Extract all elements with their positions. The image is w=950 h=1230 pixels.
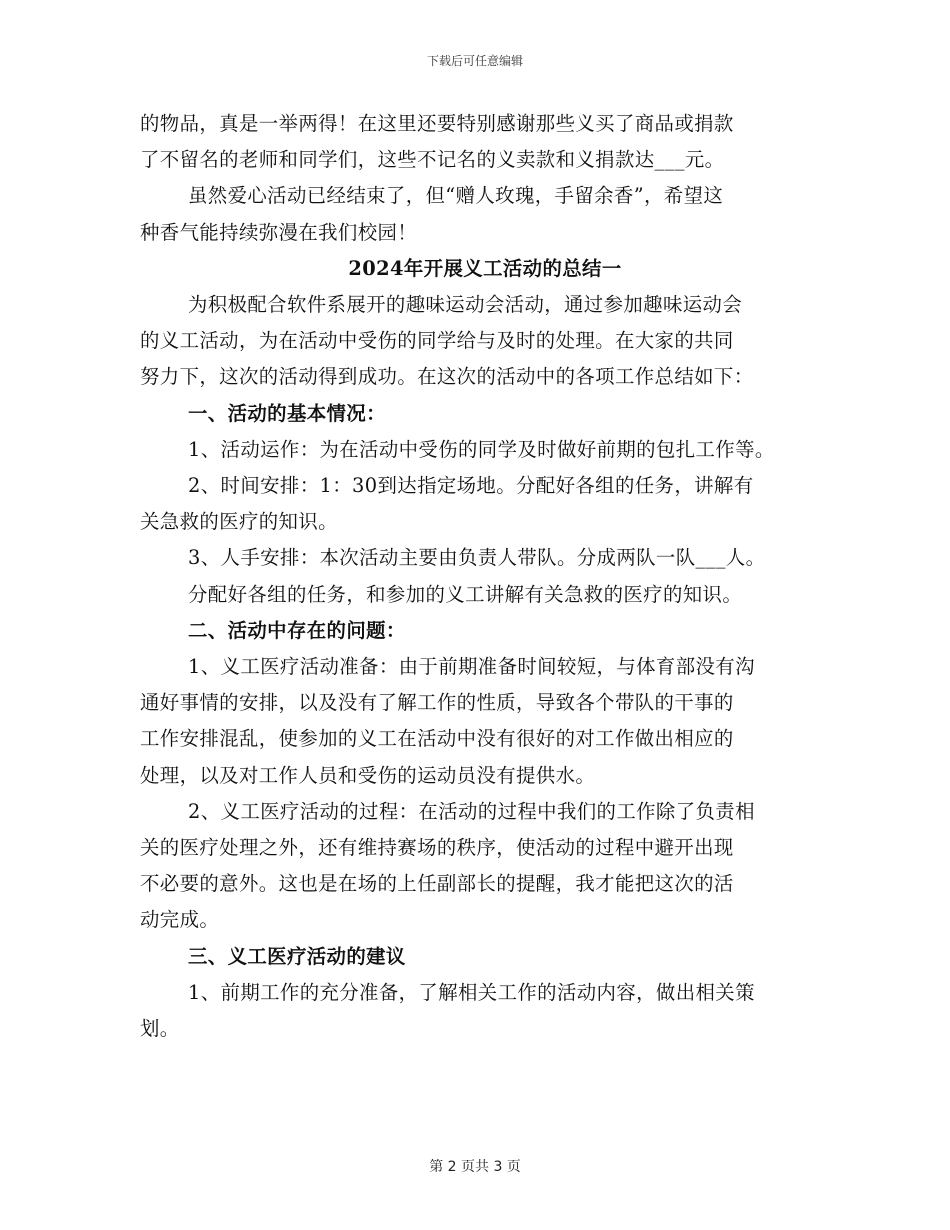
- section-heading: 一、活动的基本情况：: [188, 401, 386, 425]
- body-line: 2、时间安排：1：30到达指定场地。分配好各组的任务，讲解有: [188, 474, 754, 498]
- page-header: 下载后可任意编辑: [426, 54, 523, 68]
- body-line: 3、人手安排：本次活动主要由负责人带队。分成两队一队___人。: [188, 546, 766, 570]
- page-footer: 第 2 页共 3 页: [429, 1159, 521, 1175]
- body-line: 的物品，真是一举两得！在这里还要特别感谢那些义买了商品或捐款: [140, 112, 734, 135]
- body-line: 努力下，这次的活动得到成功。在这次的活动中的各项工作总结如下：: [140, 365, 754, 389]
- body-line: 2、义工医疗活动的过程：在活动的过程中我们的工作除了负责相: [188, 799, 755, 823]
- body-line: 划。: [140, 1017, 180, 1041]
- section-heading: 二、活动中存在的问题：: [188, 618, 406, 642]
- body-line: 1、义工医疗活动准备：由于前期准备时间较短，与体育部没有沟: [188, 655, 755, 679]
- body-line: 关的医疗处理之外，还有维持赛场的秩序，使活动的过程中避开出现: [140, 836, 734, 860]
- body-line: 种香气能持续弥漫在我们校园！: [140, 220, 418, 244]
- body-line: 分配好各组的任务，和参加的义工讲解有关急救的医疗的知识。: [188, 582, 743, 606]
- body-line: 关急救的医疗的知识。: [140, 510, 338, 534]
- body-line: 了不留名的老师和同学们，这些不记名的义卖款和义捐款达___元。: [140, 148, 725, 172]
- body-line: 1、前期工作的充分准备，了解相关工作的活动内容，做出相关策: [188, 980, 755, 1004]
- body-line: 虽然爱心活动已经结束了，但“赠人玫瑰，手留余香”，希望这: [188, 184, 724, 208]
- body-line: 1、活动运作：为在活动中受伤的同学及时做好前期的包扎工作等。: [188, 437, 775, 461]
- body-line: 不必要的意外。这也是在场的上任副部长的提醒，我才能把这次的活: [140, 872, 734, 896]
- section-title: 2024年开展义工活动的总结一: [348, 256, 622, 280]
- body-line: 处理，以及对工作人员和受伤的运动员没有提供水。: [140, 763, 596, 787]
- body-line: 的义工活动，为在活动中受伤的同学给与及时的处理。在大家的共同: [140, 329, 734, 353]
- body-line: 动完成。: [140, 908, 220, 932]
- body-line: 工作安排混乱，使参加的义工在活动中没有很好的对工作做出相应的: [140, 727, 734, 751]
- document-body: [140, 106, 830, 1047]
- body-line: 为积极配合软件系展开的趣味运动会活动，通过参加趣味运动会: [188, 293, 743, 317]
- body-line: 通好事情的安排，以及没有了解工作的性质，导致各个带队的干事的: [140, 691, 734, 715]
- section-heading: 三、义工医疗活动的建议: [188, 944, 406, 968]
